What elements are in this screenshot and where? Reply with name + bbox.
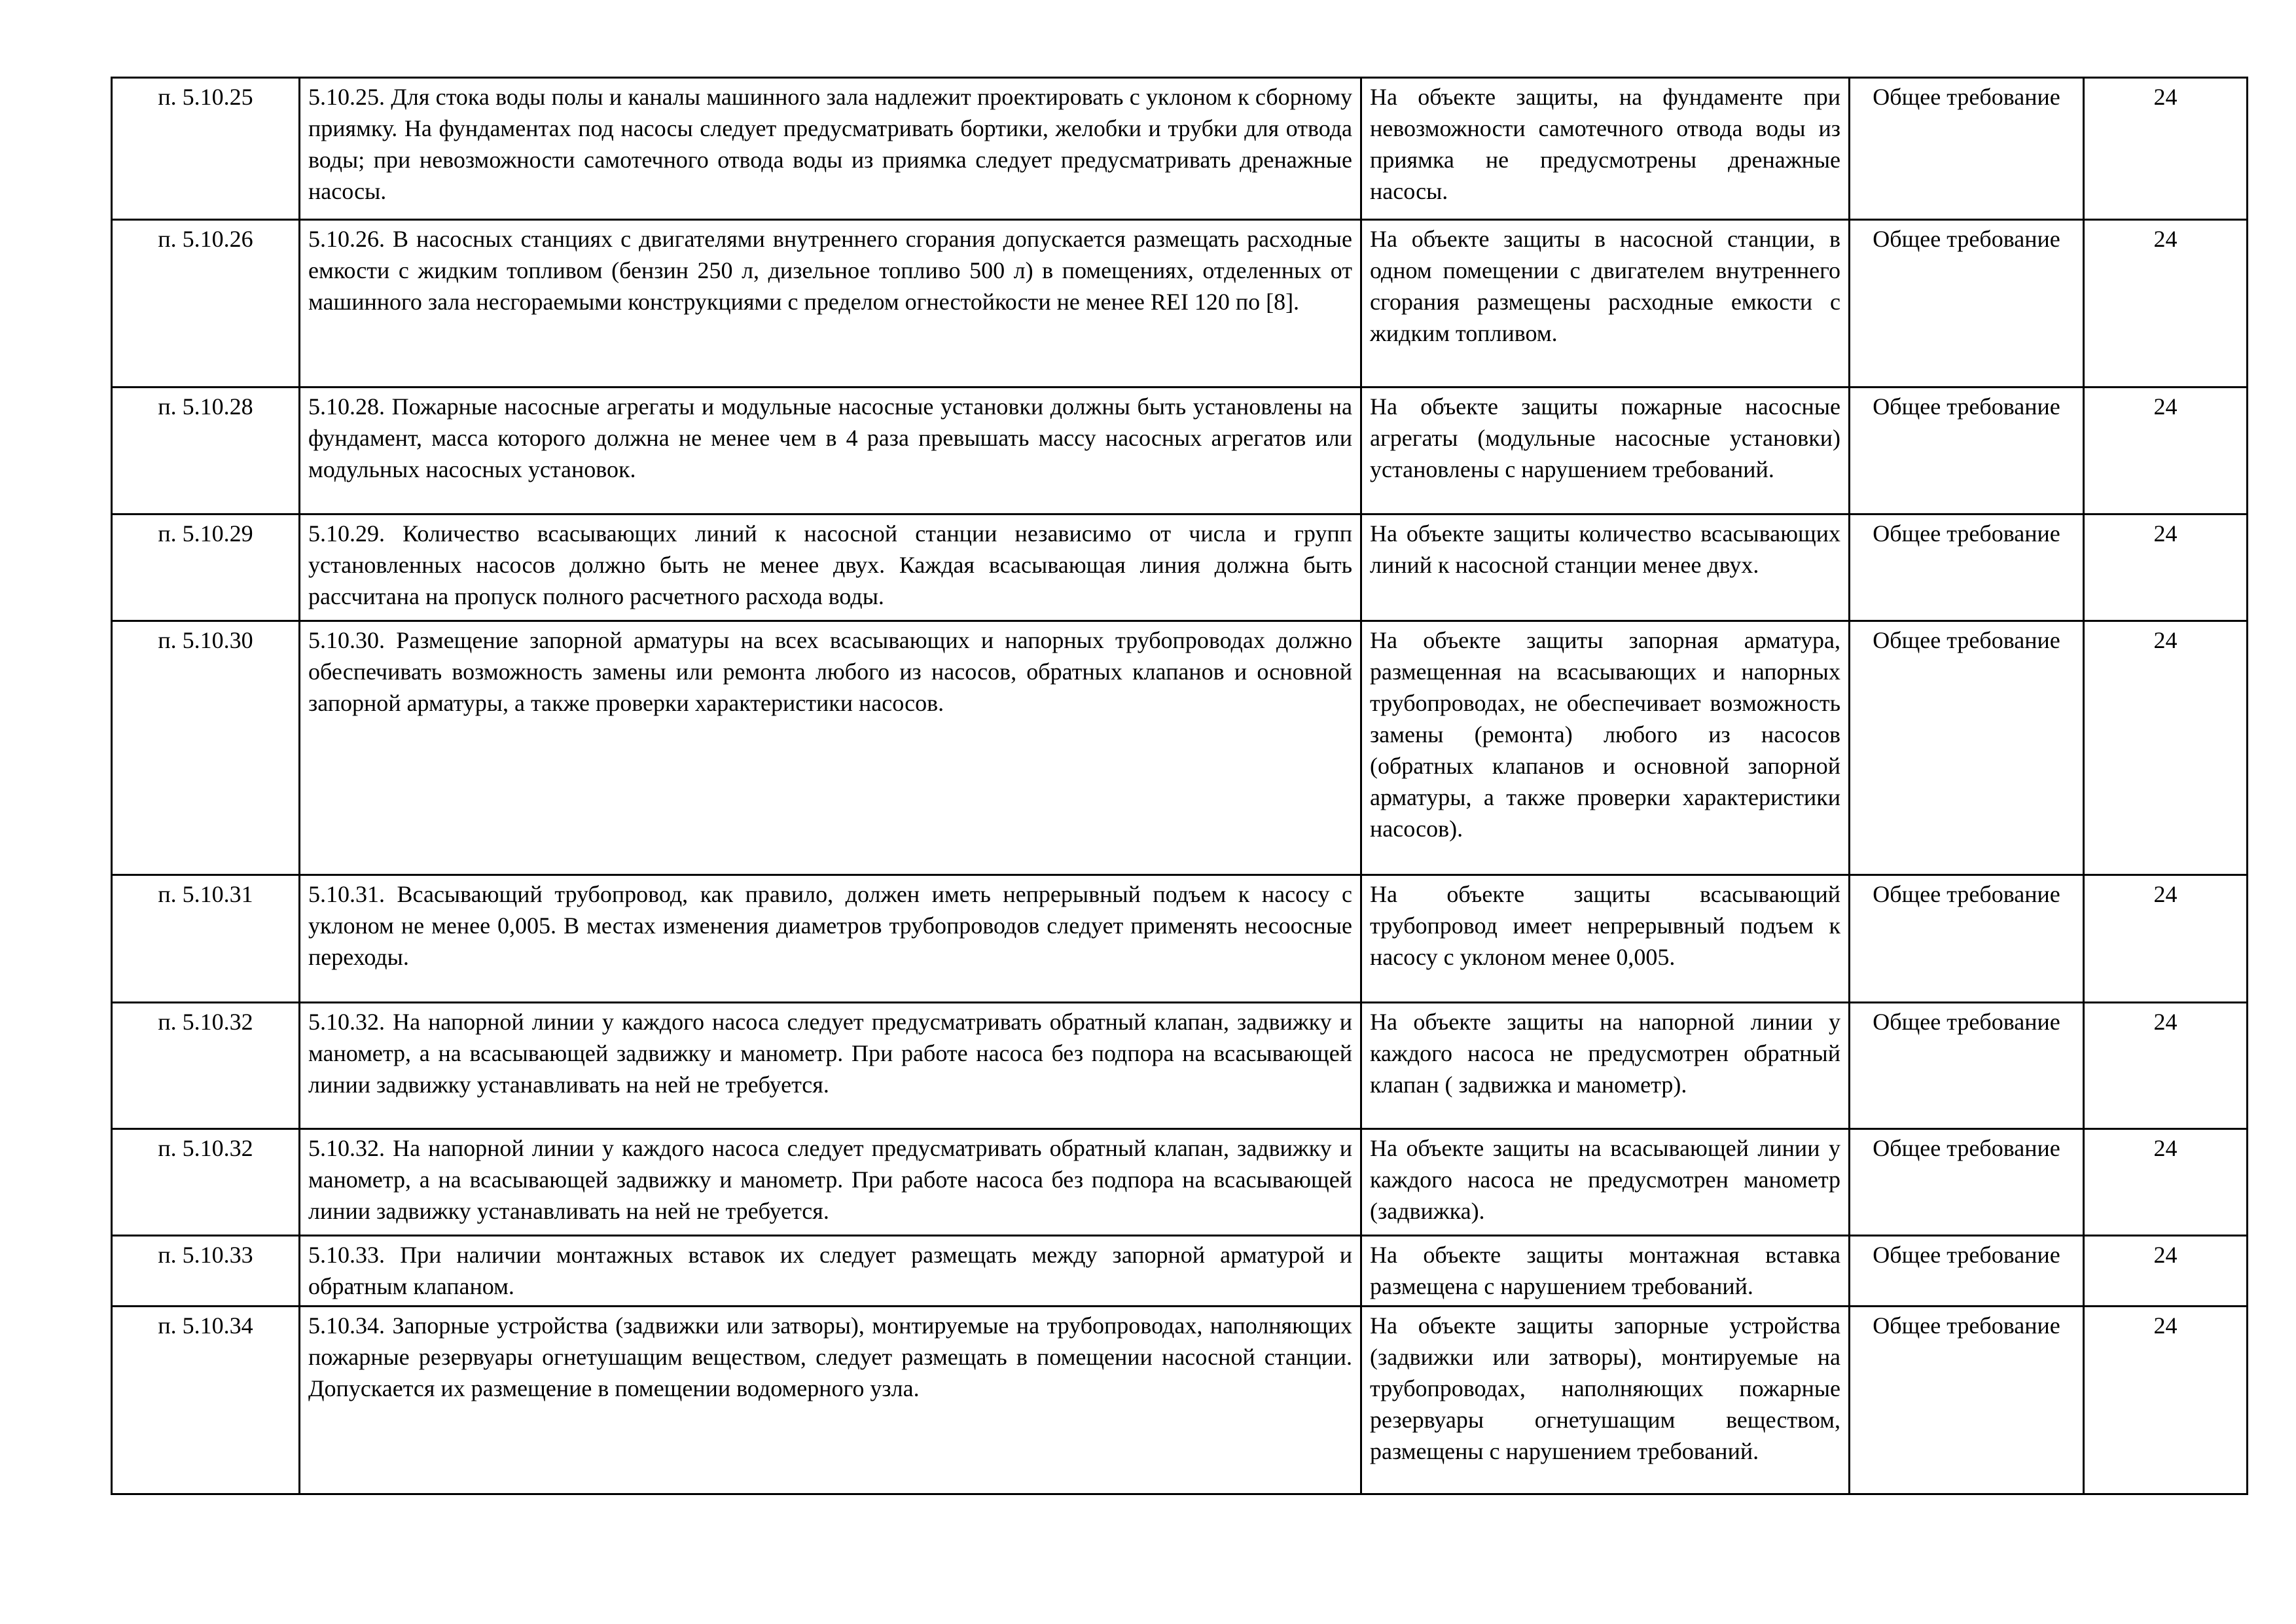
requirement-text-cell: 5.10.25. Для стока воды полы и каналы машинного зала надлежит проектировать с уклоном к сборному приямку. На фундаментах под насосы следует предусматривать бортики, желобки и трубки для отвода воды; при невозможности самотечного отвода воды из приямка следует предусматривать дренажные насосы.: [300, 78, 1361, 220]
requirement-text-cell: 5.10.31. Всасывающий трубопровод, как правило, должен иметь непрерывный подъем к насосу с уклоном не менее 0,005. В местах изменения диаметров трубопроводов следует применять несоосные переходы.: [300, 875, 1361, 1003]
table-row: [112, 1129, 2248, 1236]
requirement-type-cell: Общее требование: [1850, 220, 2084, 388]
clause-ref-cell: п. 5.10.30: [112, 621, 300, 875]
violation-cell: На объекте защиты монтажная вставка размещена с нарушением требований.: [1361, 1236, 1850, 1307]
number-cell: 24: [2084, 514, 2248, 621]
violation-cell: На объекте защиты количество всасывающих линий к насосной станции менее двух.: [1361, 514, 1850, 621]
violation-cell: На объекте защиты пожарные насосные агрегаты (модульные насосные установки) установлены с нарушением требований.: [1361, 388, 1850, 514]
requirement-type-cell: Общее требование: [1850, 1003, 2084, 1129]
number-cell: 24: [2084, 220, 2248, 388]
violation-cell: На объекте защиты на напорной линии у каждого насоса не предусмотрен обратный клапан ( задвижка и манометр).: [1361, 1003, 1850, 1129]
violation-cell: На объекте защиты запорная арматура, размещенная на всасывающих и напорных трубопроводах, не обеспечивает возможность замены (ремонта) любого из насосов (обратных клапанов и основной запорной арматуры, а также проверки характеристики насосов).: [1361, 621, 1850, 875]
table-row: [112, 1236, 2248, 1307]
clause-ref-cell: п. 5.10.33: [112, 1236, 300, 1307]
requirement-text-cell: 5.10.32. На напорной линии у каждого насоса следует предусматривать обратный клапан, задвижку и манометр, а на всасывающей задвижку и манометр. При работе насоса без подпора на всасывающей линии задвижку устанавливать на ней не требуется.: [300, 1003, 1361, 1129]
number-cell: 24: [2084, 1003, 2248, 1129]
number-cell: 24: [2084, 875, 2248, 1003]
requirement-text-cell: 5.10.32. На напорной линии у каждого насоса следует предусматривать обратный клапан, задвижку и манометр, а на всасывающей задвижку и манометр. При работе насоса без подпора на всасывающей линии задвижку устанавливать на ней не требуется.: [300, 1129, 1361, 1236]
requirements-table: [111, 77, 2248, 1495]
clause-ref-cell: п. 5.10.32: [112, 1129, 300, 1236]
clause-ref-cell: п. 5.10.34: [112, 1307, 300, 1494]
requirement-text-cell: 5.10.33. При наличии монтажных вставок их следует размещать между запорной арматурой и обратным клапаном.: [300, 1236, 1361, 1307]
number-cell: 24: [2084, 1307, 2248, 1494]
violation-cell: На объекте защиты на всасывающей линии у каждого насоса не предусмотрен манометр (задвижка).: [1361, 1129, 1850, 1236]
violation-cell: На объекте защиты всасывающий трубопровод имеет непрерывный подъем к насосу с уклоном менее 0,005.: [1361, 875, 1850, 1003]
table-row: [112, 1307, 2248, 1494]
requirement-type-cell: Общее требование: [1850, 621, 2084, 875]
table-row: [112, 621, 2248, 875]
table-row: [112, 875, 2248, 1003]
clause-ref-cell: п. 5.10.25: [112, 78, 300, 220]
violation-cell: На объекте защиты, на фундаменте при невозможности самотечного отвода воды из приямка не предусмотрены дренажные насосы.: [1361, 78, 1850, 220]
table-row: [112, 78, 2248, 220]
requirement-type-cell: Общее требование: [1850, 388, 2084, 514]
table-row: [112, 388, 2248, 514]
table-row: [112, 514, 2248, 621]
number-cell: 24: [2084, 621, 2248, 875]
requirement-text-cell: 5.10.28. Пожарные насосные агрегаты и модульные насосные установки должны быть установлены на фундамент, масса которого должна не менее чем в 4 раза превышать массу насосных агрегатов или модульных насосных установок.: [300, 388, 1361, 514]
table-row: [112, 1003, 2248, 1129]
violation-cell: На объекте защиты в насосной станции, в одном помещении с двигателем внутреннего сгорания размещены расходные емкости с жидким топливом.: [1361, 220, 1850, 388]
clause-ref-cell: п. 5.10.32: [112, 1003, 300, 1129]
clause-ref-cell: п. 5.10.31: [112, 875, 300, 1003]
requirement-type-cell: Общее требование: [1850, 1307, 2084, 1494]
number-cell: 24: [2084, 1236, 2248, 1307]
clause-ref-cell: п. 5.10.28: [112, 388, 300, 514]
requirement-type-cell: Общее требование: [1850, 1129, 2084, 1236]
requirement-text-cell: 5.10.29. Количество всасывающих линий к насосной станции независимо от числа и групп установленных насосов должно быть не менее двух. Каждая всасывающая линия должна быть рассчитана на пропуск полного расчетного расхода воды.: [300, 514, 1361, 621]
requirement-text-cell: 5.10.30. Размещение запорной арматуры на всех всасывающих и напорных трубопроводах должно обеспечивать возможность замены или ремонта любого из насосов, обратных клапанов и основной запорной арматуры, а также проверки характеристики насосов.: [300, 621, 1361, 875]
number-cell: 24: [2084, 1129, 2248, 1236]
requirement-type-cell: Общее требование: [1850, 514, 2084, 621]
requirement-type-cell: Общее требование: [1850, 78, 2084, 220]
number-cell: 24: [2084, 388, 2248, 514]
clause-ref-cell: п. 5.10.26: [112, 220, 300, 388]
requirement-text-cell: 5.10.34. Запорные устройства (задвижки или затворы), монтируемые на трубопроводах, наполняющих пожарные резервуары огнетушащим веществом, следует размещать в помещении насосной станции. Допускается их размещение в помещении водомерного узла.: [300, 1307, 1361, 1494]
requirement-text-cell: 5.10.26. В насосных станциях с двигателями внутреннего сгорания допускается размещать расходные емкости с жидким топливом (бензин 250 л, дизельное топливо 500 л) в помещениях, отделенных от машинного зала несгораемыми конструкциями с пределом огнестойкости не менее REI 120 по [8].: [300, 220, 1361, 388]
violation-cell: На объекте защиты запорные устройства (задвижки или затворы), монтируемые на трубопроводах, наполняющих пожарные резервуары огнетушащим веществом, размещены с нарушением требований.: [1361, 1307, 1850, 1494]
number-cell: 24: [2084, 78, 2248, 220]
table-row: [112, 220, 2248, 388]
clause-ref-cell: п. 5.10.29: [112, 514, 300, 621]
requirement-type-cell: Общее требование: [1850, 1236, 2084, 1307]
requirement-type-cell: Общее требование: [1850, 875, 2084, 1003]
